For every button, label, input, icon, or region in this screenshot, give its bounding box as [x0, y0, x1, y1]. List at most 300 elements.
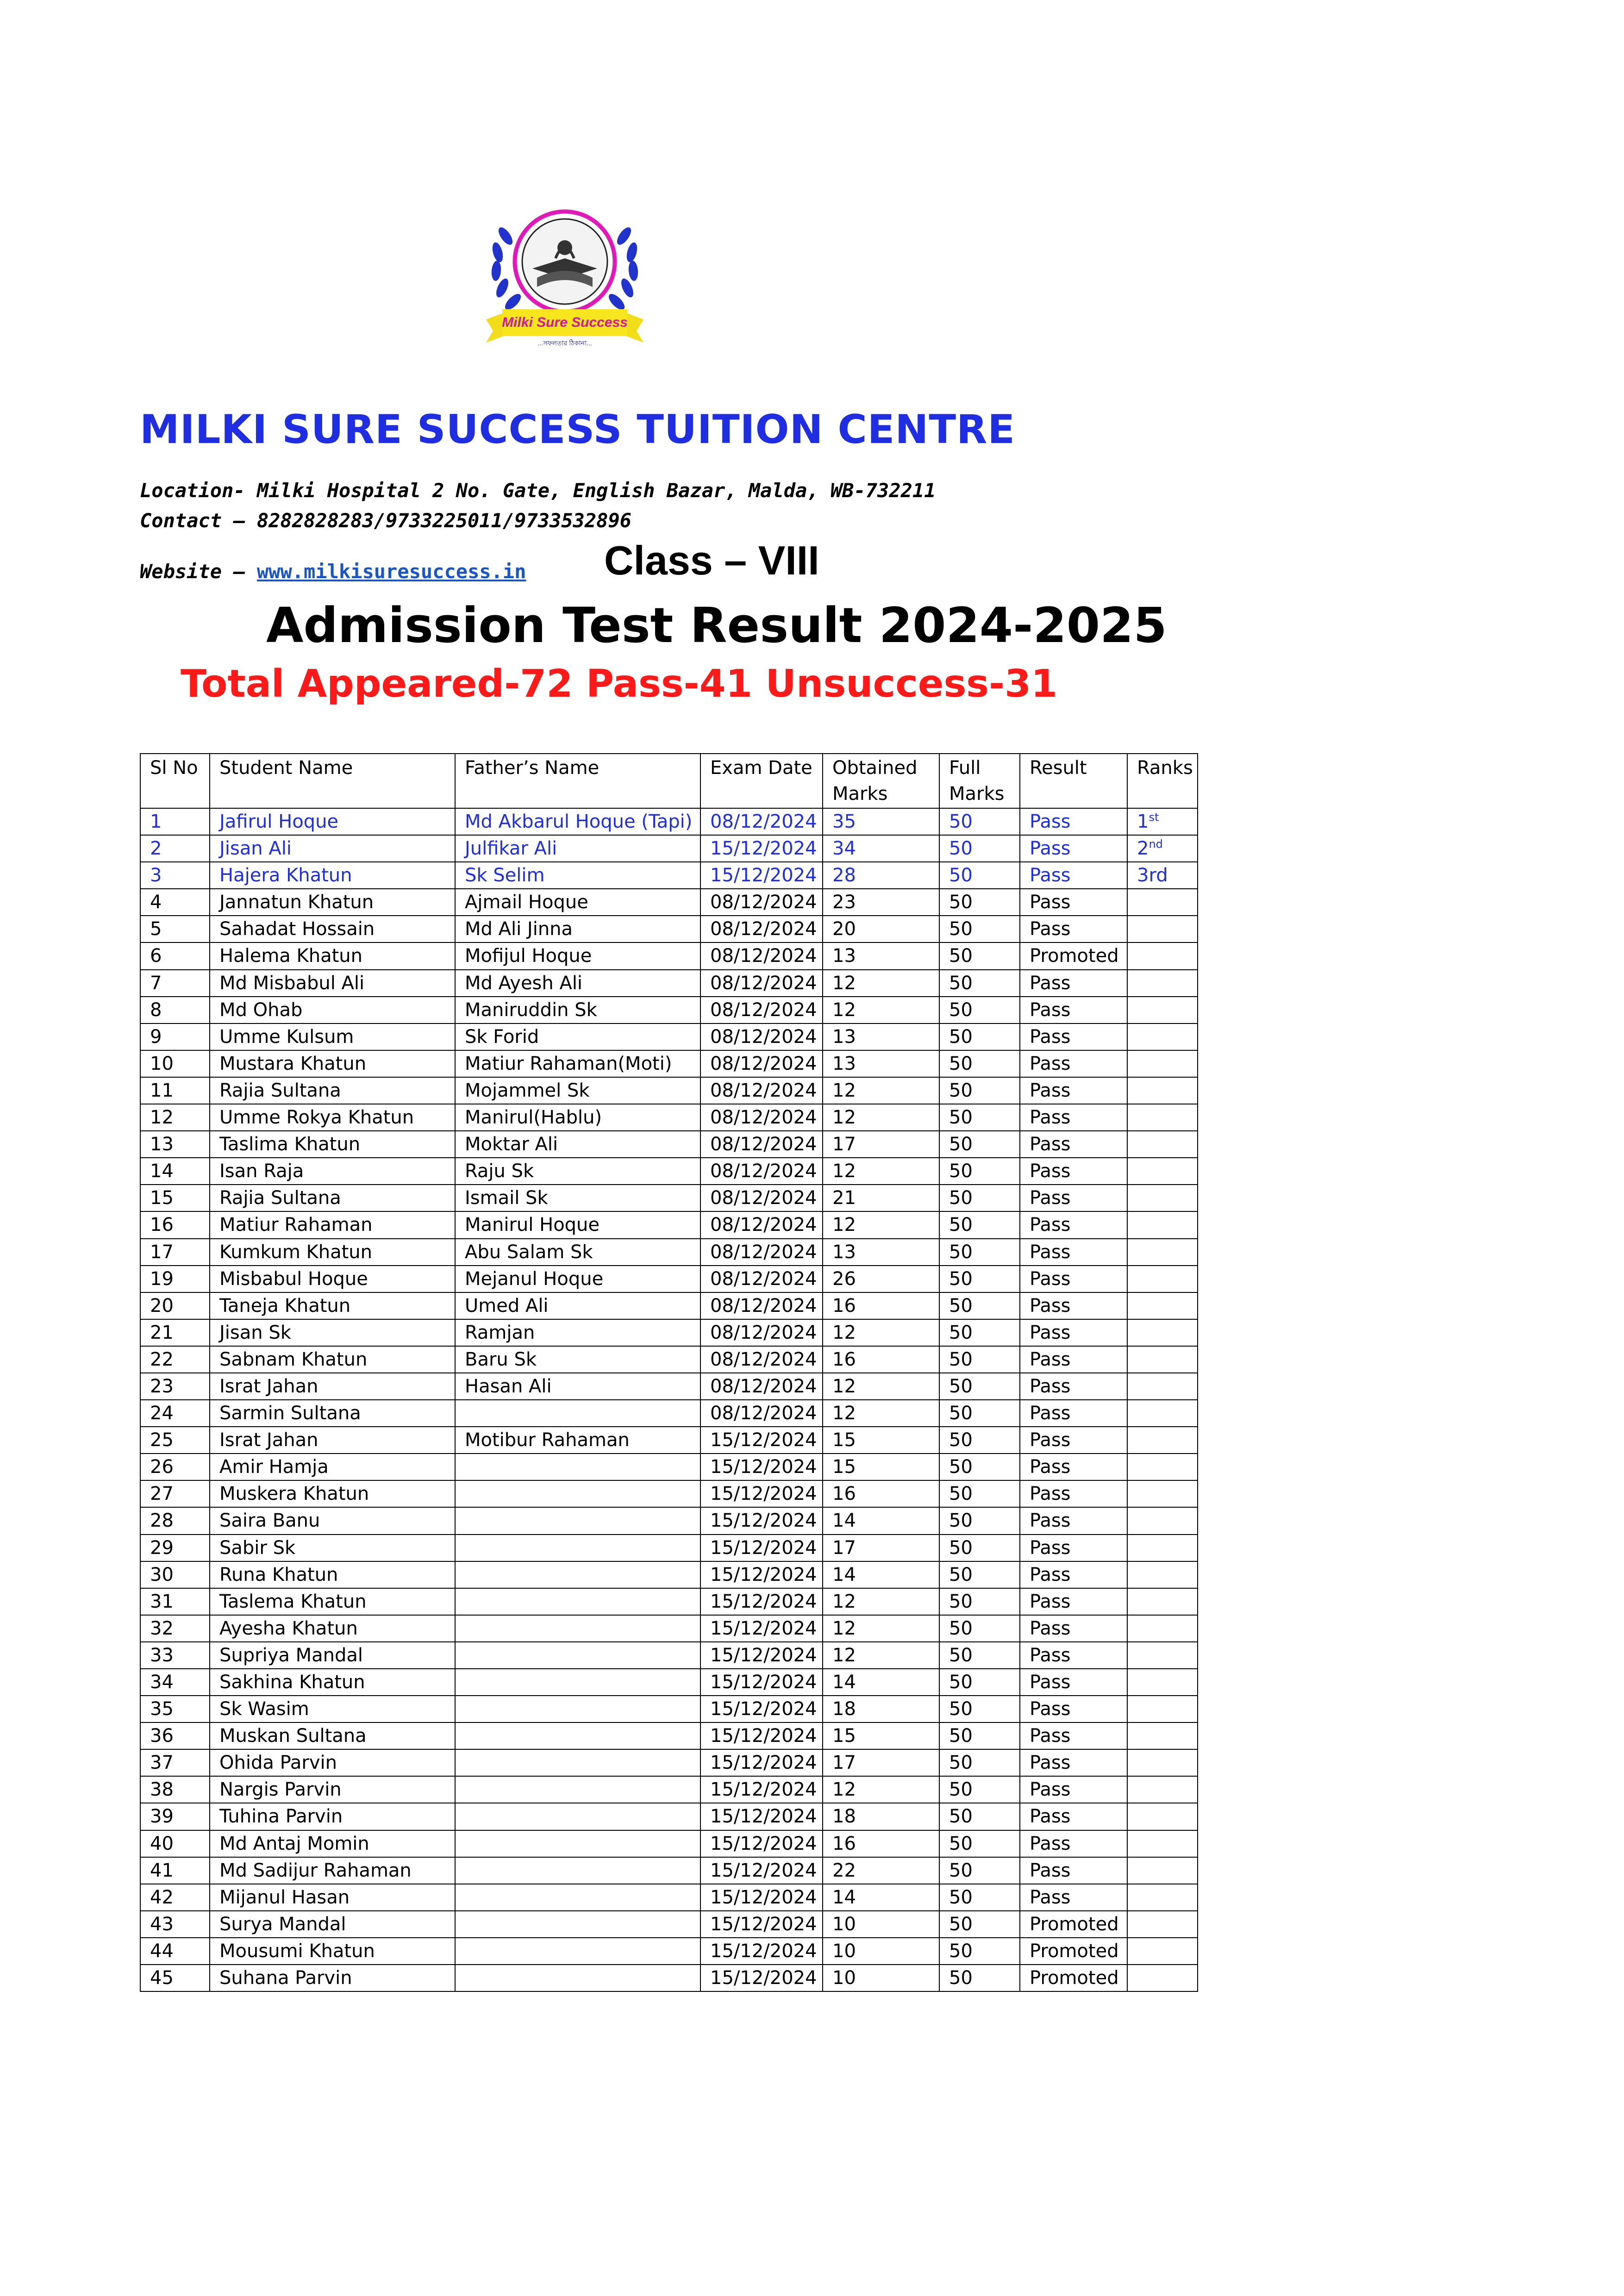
cell-exam-date: 08/12/2024 — [700, 1185, 823, 1211]
cell-full-marks: 50 — [939, 1642, 1020, 1669]
cell-fathers-name — [455, 1938, 700, 1965]
cell-student-name: Rajia Sultana — [210, 1185, 455, 1211]
cell-sl-no: 7 — [140, 970, 210, 997]
cell-rank: 1st — [1127, 808, 1198, 835]
table-row — [140, 1346, 1198, 1373]
cell-obtained-marks: 13 — [823, 1239, 939, 1266]
cell-full-marks: 50 — [939, 1535, 1020, 1561]
table-row — [140, 1427, 1198, 1454]
cell-fathers-name — [455, 1830, 700, 1857]
cell-result: Pass — [1020, 1642, 1127, 1669]
cell-fathers-name: Md Ali Jinna — [455, 916, 700, 942]
cell-student-name: Jafirul Hoque — [210, 808, 455, 835]
cell-fathers-name — [455, 1454, 700, 1480]
table-row — [140, 1535, 1198, 1561]
cell-exam-date: 08/12/2024 — [700, 1077, 823, 1104]
table-row — [140, 889, 1198, 916]
website-label: Website – — [140, 560, 257, 583]
cell-full-marks: 50 — [939, 1830, 1020, 1857]
col-header-exam-date: Exam Date — [700, 754, 823, 808]
cell-full-marks: 50 — [939, 1427, 1020, 1454]
cell-fathers-name — [455, 1480, 700, 1507]
table-row — [140, 1131, 1198, 1158]
cell-sl-no: 25 — [140, 1427, 210, 1454]
cell-sl-no: 12 — [140, 1104, 210, 1131]
cell-student-name: Mustara Khatun — [210, 1050, 455, 1077]
cell-obtained-marks: 12 — [823, 1776, 939, 1803]
cell-obtained-marks: 12 — [823, 1077, 939, 1104]
cell-student-name: Nargis Parvin — [210, 1776, 455, 1803]
cell-student-name: Taneja Khatun — [210, 1292, 455, 1319]
cell-full-marks: 50 — [939, 1965, 1020, 1991]
table-row — [140, 1561, 1198, 1588]
cell-obtained-marks: 22 — [823, 1857, 939, 1884]
cell-fathers-name: Hasan Ali — [455, 1373, 700, 1400]
cell-full-marks: 50 — [939, 1292, 1020, 1319]
cell-rank — [1127, 1938, 1198, 1965]
table-row — [140, 1830, 1198, 1857]
cell-exam-date: 15/12/2024 — [700, 1642, 823, 1669]
table-row — [140, 1669, 1198, 1696]
cell-full-marks: 50 — [939, 1776, 1020, 1803]
table-row — [140, 997, 1198, 1023]
cell-rank — [1127, 1400, 1198, 1427]
cell-sl-no: 16 — [140, 1211, 210, 1238]
col-header-ranks: Ranks — [1127, 754, 1198, 808]
col-header-student-name: Student Name — [210, 754, 455, 808]
cell-exam-date: 08/12/2024 — [700, 1131, 823, 1158]
cell-obtained-marks: 21 — [823, 1185, 939, 1211]
cell-student-name: Halema Khatun — [210, 942, 455, 969]
table-row — [140, 1884, 1198, 1911]
cell-result: Pass — [1020, 1185, 1127, 1211]
cell-fathers-name: Abu Salam Sk — [455, 1239, 700, 1266]
cell-exam-date: 08/12/2024 — [700, 942, 823, 969]
table-row — [140, 1588, 1198, 1615]
cell-sl-no: 3 — [140, 862, 210, 889]
cell-result: Pass — [1020, 1050, 1127, 1077]
cell-fathers-name: Mofijul Hoque — [455, 942, 700, 969]
cell-obtained-marks: 13 — [823, 1050, 939, 1077]
cell-exam-date: 15/12/2024 — [700, 835, 823, 862]
cell-student-name: Jisan Ali — [210, 835, 455, 862]
cell-full-marks: 50 — [939, 1938, 1020, 1965]
cell-rank — [1127, 1669, 1198, 1696]
cell-sl-no: 29 — [140, 1535, 210, 1561]
cell-result: Pass — [1020, 1292, 1127, 1319]
cell-sl-no: 6 — [140, 942, 210, 969]
cell-sl-no: 39 — [140, 1803, 210, 1830]
cell-sl-no: 1 — [140, 808, 210, 835]
cell-sl-no: 15 — [140, 1185, 210, 1211]
cell-full-marks: 50 — [939, 1346, 1020, 1373]
cell-full-marks: 50 — [939, 889, 1020, 916]
cell-result: Pass — [1020, 862, 1127, 889]
cell-result: Pass — [1020, 889, 1127, 916]
cell-sl-no: 13 — [140, 1131, 210, 1158]
cell-student-name: Rajia Sultana — [210, 1077, 455, 1104]
cell-rank — [1127, 1373, 1198, 1400]
cell-student-name: Umme Kulsum — [210, 1023, 455, 1050]
table-row — [140, 1938, 1198, 1965]
cell-full-marks: 50 — [939, 1884, 1020, 1911]
cell-obtained-marks: 14 — [823, 1561, 939, 1588]
cell-result: Pass — [1020, 1239, 1127, 1266]
cell-student-name: Sakhina Khatun — [210, 1669, 455, 1696]
cell-student-name: Israt Jahan — [210, 1427, 455, 1454]
contact-line: Contact – 8282828283/9733225011/9733532896 — [140, 509, 632, 532]
cell-sl-no: 41 — [140, 1857, 210, 1884]
cell-result: Pass — [1020, 1480, 1127, 1507]
cell-student-name: Muskera Khatun — [210, 1480, 455, 1507]
cell-result: Pass — [1020, 1615, 1127, 1642]
cell-rank — [1127, 1642, 1198, 1669]
cell-student-name: Misbabul Hoque — [210, 1266, 455, 1292]
cell-obtained-marks: 12 — [823, 1211, 939, 1238]
cell-obtained-marks: 12 — [823, 970, 939, 997]
svg-text:Milki Sure Success: Milki Sure Success — [502, 315, 628, 330]
cell-exam-date: 08/12/2024 — [700, 1373, 823, 1400]
cell-rank — [1127, 1346, 1198, 1373]
cell-result: Pass — [1020, 1158, 1127, 1185]
cell-full-marks: 50 — [939, 1023, 1020, 1050]
cell-full-marks: 50 — [939, 1749, 1020, 1776]
cell-rank — [1127, 1884, 1198, 1911]
cell-result: Pass — [1020, 1884, 1127, 1911]
cell-fathers-name — [455, 1561, 700, 1588]
cell-sl-no: 9 — [140, 1023, 210, 1050]
cell-result: Promoted — [1020, 942, 1127, 969]
cell-rank — [1127, 1266, 1198, 1292]
svg-text:...সফলতার ঠিকানা...: ...সফলতার ঠিকানা... — [537, 339, 592, 347]
table-row — [140, 1023, 1198, 1050]
cell-full-marks: 50 — [939, 1803, 1020, 1830]
cell-full-marks: 50 — [939, 835, 1020, 862]
cell-fathers-name — [455, 1507, 700, 1534]
cell-exam-date: 08/12/2024 — [700, 1266, 823, 1292]
table-row — [140, 1319, 1198, 1346]
cell-exam-date: 15/12/2024 — [700, 1669, 823, 1696]
cell-exam-date: 15/12/2024 — [700, 1507, 823, 1534]
cell-exam-date: 08/12/2024 — [700, 889, 823, 916]
cell-student-name: Md Antaj Momin — [210, 1830, 455, 1857]
cell-result: Promoted — [1020, 1965, 1127, 1991]
milki-sure-success-logo — [477, 204, 653, 352]
table-row — [140, 1857, 1198, 1884]
cell-fathers-name — [455, 1857, 700, 1884]
website-link[interactable]: www.milkisuresuccess.in — [256, 560, 526, 583]
cell-rank — [1127, 1185, 1198, 1211]
cell-rank — [1127, 1211, 1198, 1238]
cell-fathers-name: Mejanul Hoque — [455, 1266, 700, 1292]
cell-rank — [1127, 1561, 1198, 1588]
col-header-sl-no: Sl No — [140, 754, 210, 808]
cell-student-name: Surya Mandal — [210, 1911, 455, 1938]
cell-rank — [1127, 1722, 1198, 1749]
cell-sl-no: 27 — [140, 1480, 210, 1507]
cell-fathers-name — [455, 1911, 700, 1938]
cell-student-name: Supriya Mandal — [210, 1642, 455, 1669]
table-row — [140, 1077, 1198, 1104]
cell-exam-date: 15/12/2024 — [700, 1535, 823, 1561]
cell-sl-no: 22 — [140, 1346, 210, 1373]
cell-rank — [1127, 1911, 1198, 1938]
cell-full-marks: 50 — [939, 1211, 1020, 1238]
cell-fathers-name — [455, 1965, 700, 1991]
cell-full-marks: 50 — [939, 1104, 1020, 1131]
cell-fathers-name: Mojammel Sk — [455, 1077, 700, 1104]
cell-obtained-marks: 35 — [823, 808, 939, 835]
table-row — [140, 1400, 1198, 1427]
cell-result: Pass — [1020, 1400, 1127, 1427]
cell-student-name: Md Ohab — [210, 997, 455, 1023]
cell-full-marks: 50 — [939, 1185, 1020, 1211]
cell-student-name: Suhana Parvin — [210, 1965, 455, 1991]
table-row — [140, 1642, 1198, 1669]
cell-sl-no: 33 — [140, 1642, 210, 1669]
table-row — [140, 862, 1198, 889]
cell-rank — [1127, 1749, 1198, 1776]
cell-result: Pass — [1020, 1535, 1127, 1561]
cell-exam-date: 08/12/2024 — [700, 1104, 823, 1131]
cell-rank — [1127, 942, 1198, 969]
cell-sl-no: 38 — [140, 1776, 210, 1803]
cell-rank — [1127, 1131, 1198, 1158]
cell-obtained-marks: 20 — [823, 916, 939, 942]
table-row — [140, 1266, 1198, 1292]
cell-fathers-name: Md Ayesh Ali — [455, 970, 700, 997]
cell-fathers-name: Ramjan — [455, 1319, 700, 1346]
cell-exam-date: 15/12/2024 — [700, 1965, 823, 1991]
cell-fathers-name — [455, 1615, 700, 1642]
cell-result: Pass — [1020, 1857, 1127, 1884]
cell-obtained-marks: 16 — [823, 1292, 939, 1319]
cell-full-marks: 50 — [939, 1266, 1020, 1292]
cell-student-name: Kumkum Khatun — [210, 1239, 455, 1266]
cell-sl-no: 2 — [140, 835, 210, 862]
cell-obtained-marks: 15 — [823, 1454, 939, 1480]
cell-exam-date: 15/12/2024 — [700, 1561, 823, 1588]
cell-full-marks: 50 — [939, 916, 1020, 942]
cell-exam-date: 08/12/2024 — [700, 1346, 823, 1373]
cell-full-marks: 50 — [939, 997, 1020, 1023]
cell-result: Pass — [1020, 1588, 1127, 1615]
cell-rank — [1127, 1023, 1198, 1050]
cell-student-name: Jannatun Khatun — [210, 889, 455, 916]
cell-rank — [1127, 997, 1198, 1023]
cell-sl-no: 45 — [140, 1965, 210, 1991]
cell-full-marks: 50 — [939, 808, 1020, 835]
cell-student-name: Taslema Khatun — [210, 1588, 455, 1615]
cell-obtained-marks: 17 — [823, 1535, 939, 1561]
cell-fathers-name: Maniruddin Sk — [455, 997, 700, 1023]
cell-full-marks: 50 — [939, 970, 1020, 997]
cell-fathers-name — [455, 1642, 700, 1669]
cell-exam-date: 08/12/2024 — [700, 1319, 823, 1346]
cell-rank — [1127, 1803, 1198, 1830]
cell-sl-no: 26 — [140, 1454, 210, 1480]
cell-fathers-name: Raju Sk — [455, 1158, 700, 1185]
cell-exam-date: 15/12/2024 — [700, 1588, 823, 1615]
cell-result: Pass — [1020, 916, 1127, 942]
cell-student-name: Muskan Sultana — [210, 1722, 455, 1749]
cell-full-marks: 50 — [939, 1480, 1020, 1507]
cell-sl-no: 43 — [140, 1911, 210, 1938]
cell-obtained-marks: 18 — [823, 1803, 939, 1830]
cell-rank — [1127, 1050, 1198, 1077]
cell-rank — [1127, 1830, 1198, 1857]
cell-rank — [1127, 1104, 1198, 1131]
cell-obtained-marks: 12 — [823, 1104, 939, 1131]
cell-obtained-marks: 12 — [823, 997, 939, 1023]
cell-full-marks: 50 — [939, 1454, 1020, 1480]
cell-student-name: Taslima Khatun — [210, 1131, 455, 1158]
cell-student-name: Isan Raja — [210, 1158, 455, 1185]
cell-obtained-marks: 16 — [823, 1346, 939, 1373]
cell-student-name: Mousumi Khatun — [210, 1938, 455, 1965]
cell-obtained-marks: 12 — [823, 1588, 939, 1615]
table-row — [140, 1158, 1198, 1185]
cell-obtained-marks: 12 — [823, 1319, 939, 1346]
table-row — [140, 1239, 1198, 1266]
cell-exam-date: 15/12/2024 — [700, 1615, 823, 1642]
cell-fathers-name: Ismail Sk — [455, 1185, 700, 1211]
table-row — [140, 1185, 1198, 1211]
cell-result: Pass — [1020, 1803, 1127, 1830]
website-line — [140, 560, 526, 583]
cell-obtained-marks: 10 — [823, 1911, 939, 1938]
cell-exam-date: 15/12/2024 — [700, 1696, 823, 1722]
cell-obtained-marks: 26 — [823, 1266, 939, 1292]
table-row — [140, 1911, 1198, 1938]
cell-result: Pass — [1020, 1319, 1127, 1346]
cell-result: Pass — [1020, 1722, 1127, 1749]
cell-full-marks: 50 — [939, 1722, 1020, 1749]
cell-fathers-name — [455, 1776, 700, 1803]
cell-sl-no: 40 — [140, 1830, 210, 1857]
results-table — [140, 753, 1198, 1992]
cell-fathers-name: Manirul(Hablu) — [455, 1104, 700, 1131]
cell-fathers-name: Moktar Ali — [455, 1131, 700, 1158]
cell-exam-date: 08/12/2024 — [700, 1023, 823, 1050]
cell-fathers-name — [455, 1803, 700, 1830]
cell-result: Pass — [1020, 1346, 1127, 1373]
cell-obtained-marks: 16 — [823, 1480, 939, 1507]
cell-rank — [1127, 1239, 1198, 1266]
cell-sl-no: 44 — [140, 1938, 210, 1965]
cell-sl-no: 32 — [140, 1615, 210, 1642]
cell-rank — [1127, 1427, 1198, 1454]
ribbon-banner — [486, 309, 643, 343]
cell-obtained-marks: 12 — [823, 1158, 939, 1185]
cell-rank — [1127, 1857, 1198, 1884]
cell-rank: 3rd — [1127, 862, 1198, 889]
cell-sl-no: 17 — [140, 1239, 210, 1266]
cell-result: Promoted — [1020, 1938, 1127, 1965]
cell-exam-date: 08/12/2024 — [700, 1158, 823, 1185]
cell-exam-date: 15/12/2024 — [700, 862, 823, 889]
table-row — [140, 1104, 1198, 1131]
cell-exam-date: 08/12/2024 — [700, 970, 823, 997]
cell-full-marks: 50 — [939, 1319, 1020, 1346]
cell-student-name: Sk Wasim — [210, 1696, 455, 1722]
cell-fathers-name — [455, 1400, 700, 1427]
cell-result: Pass — [1020, 1749, 1127, 1776]
cell-rank — [1127, 1158, 1198, 1185]
cell-rank — [1127, 1535, 1198, 1561]
table-row — [140, 970, 1198, 997]
cell-sl-no: 37 — [140, 1749, 210, 1776]
cell-rank — [1127, 970, 1198, 997]
cell-student-name: Md Misbabul Ali — [210, 970, 455, 997]
cell-sl-no: 10 — [140, 1050, 210, 1077]
cell-obtained-marks: 16 — [823, 1830, 939, 1857]
cell-fathers-name: Baru Sk — [455, 1346, 700, 1373]
cell-student-name: Israt Jahan — [210, 1373, 455, 1400]
cell-exam-date: 08/12/2024 — [700, 1292, 823, 1319]
cell-fathers-name — [455, 1669, 700, 1696]
cell-obtained-marks: 28 — [823, 862, 939, 889]
cell-obtained-marks: 13 — [823, 942, 939, 969]
cell-sl-no: 28 — [140, 1507, 210, 1534]
page-title: Admission Test Result 2024-2025 — [266, 597, 1167, 654]
cell-obtained-marks: 17 — [823, 1749, 939, 1776]
cell-full-marks: 50 — [939, 1561, 1020, 1588]
cell-fathers-name — [455, 1749, 700, 1776]
cell-obtained-marks: 18 — [823, 1696, 939, 1722]
cell-sl-no: 23 — [140, 1373, 210, 1400]
cell-student-name: Amir Hamja — [210, 1454, 455, 1480]
cell-fathers-name: Md Akbarul Hoque (Tapi) — [455, 808, 700, 835]
cell-fathers-name — [455, 1722, 700, 1749]
cell-full-marks: 50 — [939, 1696, 1020, 1722]
cell-exam-date: 15/12/2024 — [700, 1803, 823, 1830]
cell-fathers-name: Manirul Hoque — [455, 1211, 700, 1238]
table-row — [140, 1480, 1198, 1507]
cell-fathers-name — [455, 1535, 700, 1561]
cell-obtained-marks: 14 — [823, 1884, 939, 1911]
cell-full-marks: 50 — [939, 1857, 1020, 1884]
cell-exam-date: 08/12/2024 — [700, 1239, 823, 1266]
cell-full-marks: 50 — [939, 1077, 1020, 1104]
table-header-row — [140, 754, 1198, 808]
cell-exam-date: 15/12/2024 — [700, 1938, 823, 1965]
cell-fathers-name — [455, 1696, 700, 1722]
table-row — [140, 1292, 1198, 1319]
cell-student-name: Mijanul Hasan — [210, 1884, 455, 1911]
cell-result: Pass — [1020, 1373, 1127, 1400]
cell-result: Pass — [1020, 997, 1127, 1023]
cell-fathers-name: Julfikar Ali — [455, 835, 700, 862]
table-row — [140, 1507, 1198, 1534]
cell-obtained-marks: 13 — [823, 1023, 939, 1050]
cell-obtained-marks: 14 — [823, 1507, 939, 1534]
cell-student-name: Sahadat Hossain — [210, 916, 455, 942]
cell-rank — [1127, 1696, 1198, 1722]
cell-obtained-marks: 14 — [823, 1669, 939, 1696]
table-row — [140, 1211, 1198, 1238]
table-row — [140, 1615, 1198, 1642]
cell-sl-no: 11 — [140, 1077, 210, 1104]
col-header-full-marks: Full Marks — [939, 754, 1020, 808]
result-summary: Total Appeared-72 Pass-41 Unsuccess-31 — [181, 662, 1058, 706]
cell-rank — [1127, 1965, 1198, 1991]
cell-result: Pass — [1020, 1561, 1127, 1588]
cell-full-marks: 50 — [939, 1615, 1020, 1642]
cell-exam-date: 08/12/2024 — [700, 1050, 823, 1077]
cell-exam-date: 08/12/2024 — [700, 808, 823, 835]
cell-full-marks: 50 — [939, 1911, 1020, 1938]
